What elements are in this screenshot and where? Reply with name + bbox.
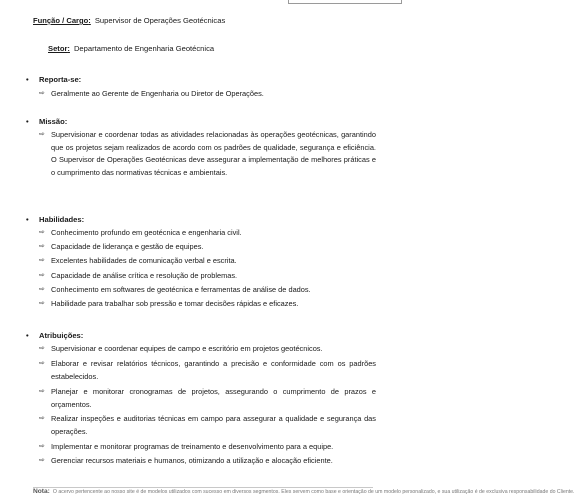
bullet-icon: •: [26, 215, 29, 224]
arrow-right-icon: ⇨: [39, 387, 45, 395]
missao-list: [26, 129, 376, 180]
footer-note: [33, 488, 575, 496]
funcao-value: Supervisor de Operações Geotécnicas: [94, 16, 226, 25]
arrow-right-icon: ⇨: [39, 89, 45, 97]
arrow-right-icon: ⇨: [39, 285, 45, 293]
list-item: ⇨ Capacidade de análise crítica e resolução de problemas.: [39, 270, 238, 280]
arrow-right-icon: ⇨: [39, 457, 45, 465]
funcao-label: Função / Cargo:: [33, 16, 91, 25]
arrow-right-icon: ⇨: [39, 130, 45, 138]
list-item: ⇨ Implementar e monitorar programas de treinamento e desenvolvimento para a equipe.: [39, 441, 334, 451]
nota-text: O acervo pertencente ao nosso site é de modelos utilizados com sucesso em diversos segmentos. Eles servem como base e orientação de um modelo personalizado, e sua utilização é de exclusiva responsabilidade do Cliente.: [52, 489, 575, 495]
list-item: ⇨ Geralmente ao Gerente de Engenharia ou Diretor de Operações.: [39, 88, 264, 98]
arrow-right-icon: ⇨: [39, 271, 45, 279]
arrow-right-icon: ⇨: [39, 442, 45, 450]
nota-label: Nota:: [33, 488, 50, 495]
list-item: ⇨ Conhecimento em softwares de geotécnica e ferramentas de análise de dados.: [39, 284, 311, 294]
setor-value: Departamento de Engenharia Geotécnica: [73, 44, 215, 53]
list-item: ⇨ Planejar e monitorar cronogramas de projetos, assegurando o cumprimento de prazos e orçamentos.: [39, 386, 376, 409]
setor-line: [48, 44, 214, 54]
bullet-icon: •: [26, 75, 29, 84]
habilidades-list: [26, 226, 376, 310]
bullet-icon: •: [26, 331, 29, 340]
top-frame-box: [288, 0, 402, 4]
list-item: ⇨ Conhecimento profundo em geotécnica e engenharia civil.: [39, 228, 242, 238]
list-item: ⇨ Habilidade para trabalhar sob pressão e tomar decisões rápidas e eficazes.: [39, 298, 299, 308]
list-item: ⇨ Supervisionar e coordenar equipes de campo e escritório em projetos geotécnicos.: [39, 344, 323, 354]
section-title-missao: • Missão:: [26, 117, 68, 126]
list-item: ⇨ Supervisionar e coordenar todas as atividades relacionadas às operações geotécnicas, garantindo que os projetos sejam realizados de acordo com os padrões de qualidade, segurança e eficiência. O Supervisor de Operações Geotécnicas deve assegurar a implementação de melhores práticas e o cumprimento das normativas técnicas e ambientais.: [39, 129, 376, 178]
list-item: ⇨ Realizar inspeções e auditorias técnicas em campo para assegurar a qualidade e segurança das operações.: [39, 414, 376, 437]
section-atribuicoes: [26, 331, 376, 467]
atribuicoes-list: [26, 342, 376, 467]
arrow-right-icon: ⇨: [39, 415, 45, 423]
section-title-reporta: • Reporta-se:: [26, 75, 82, 84]
bullet-icon: •: [26, 117, 29, 126]
arrow-right-icon: ⇨: [39, 360, 45, 368]
setor-label: Setor:: [48, 44, 70, 53]
arrow-right-icon: ⇨: [39, 243, 45, 251]
arrow-right-icon: ⇨: [39, 257, 45, 265]
list-item: ⇨ Capacidade de liderança e gestão de equipes.: [39, 242, 204, 252]
arrow-right-icon: ⇨: [39, 299, 45, 307]
section-habilidades: [26, 215, 376, 310]
arrow-right-icon: ⇨: [39, 229, 45, 237]
list-item: ⇨ Elaborar e revisar relatórios técnicos, garantindo a precisão e conformidade com os padrões estabelecidos.: [39, 359, 376, 382]
list-item: ⇨ Gerenciar recursos materiais e humanos, otimizando a utilização e alocação eficiente.: [39, 456, 333, 466]
arrow-right-icon: ⇨: [39, 345, 45, 353]
funcao-line: [33, 16, 225, 26]
reporta-list: [26, 87, 376, 100]
section-reporta: [26, 75, 376, 100]
section-title-habilidades: • Habilidades:: [26, 215, 85, 224]
list-item: ⇨ Excelentes habilidades de comunicação verbal e escrita.: [39, 256, 237, 266]
section-title-atribuicoes: • Atribuições:: [26, 331, 84, 340]
section-missao: [26, 117, 376, 180]
